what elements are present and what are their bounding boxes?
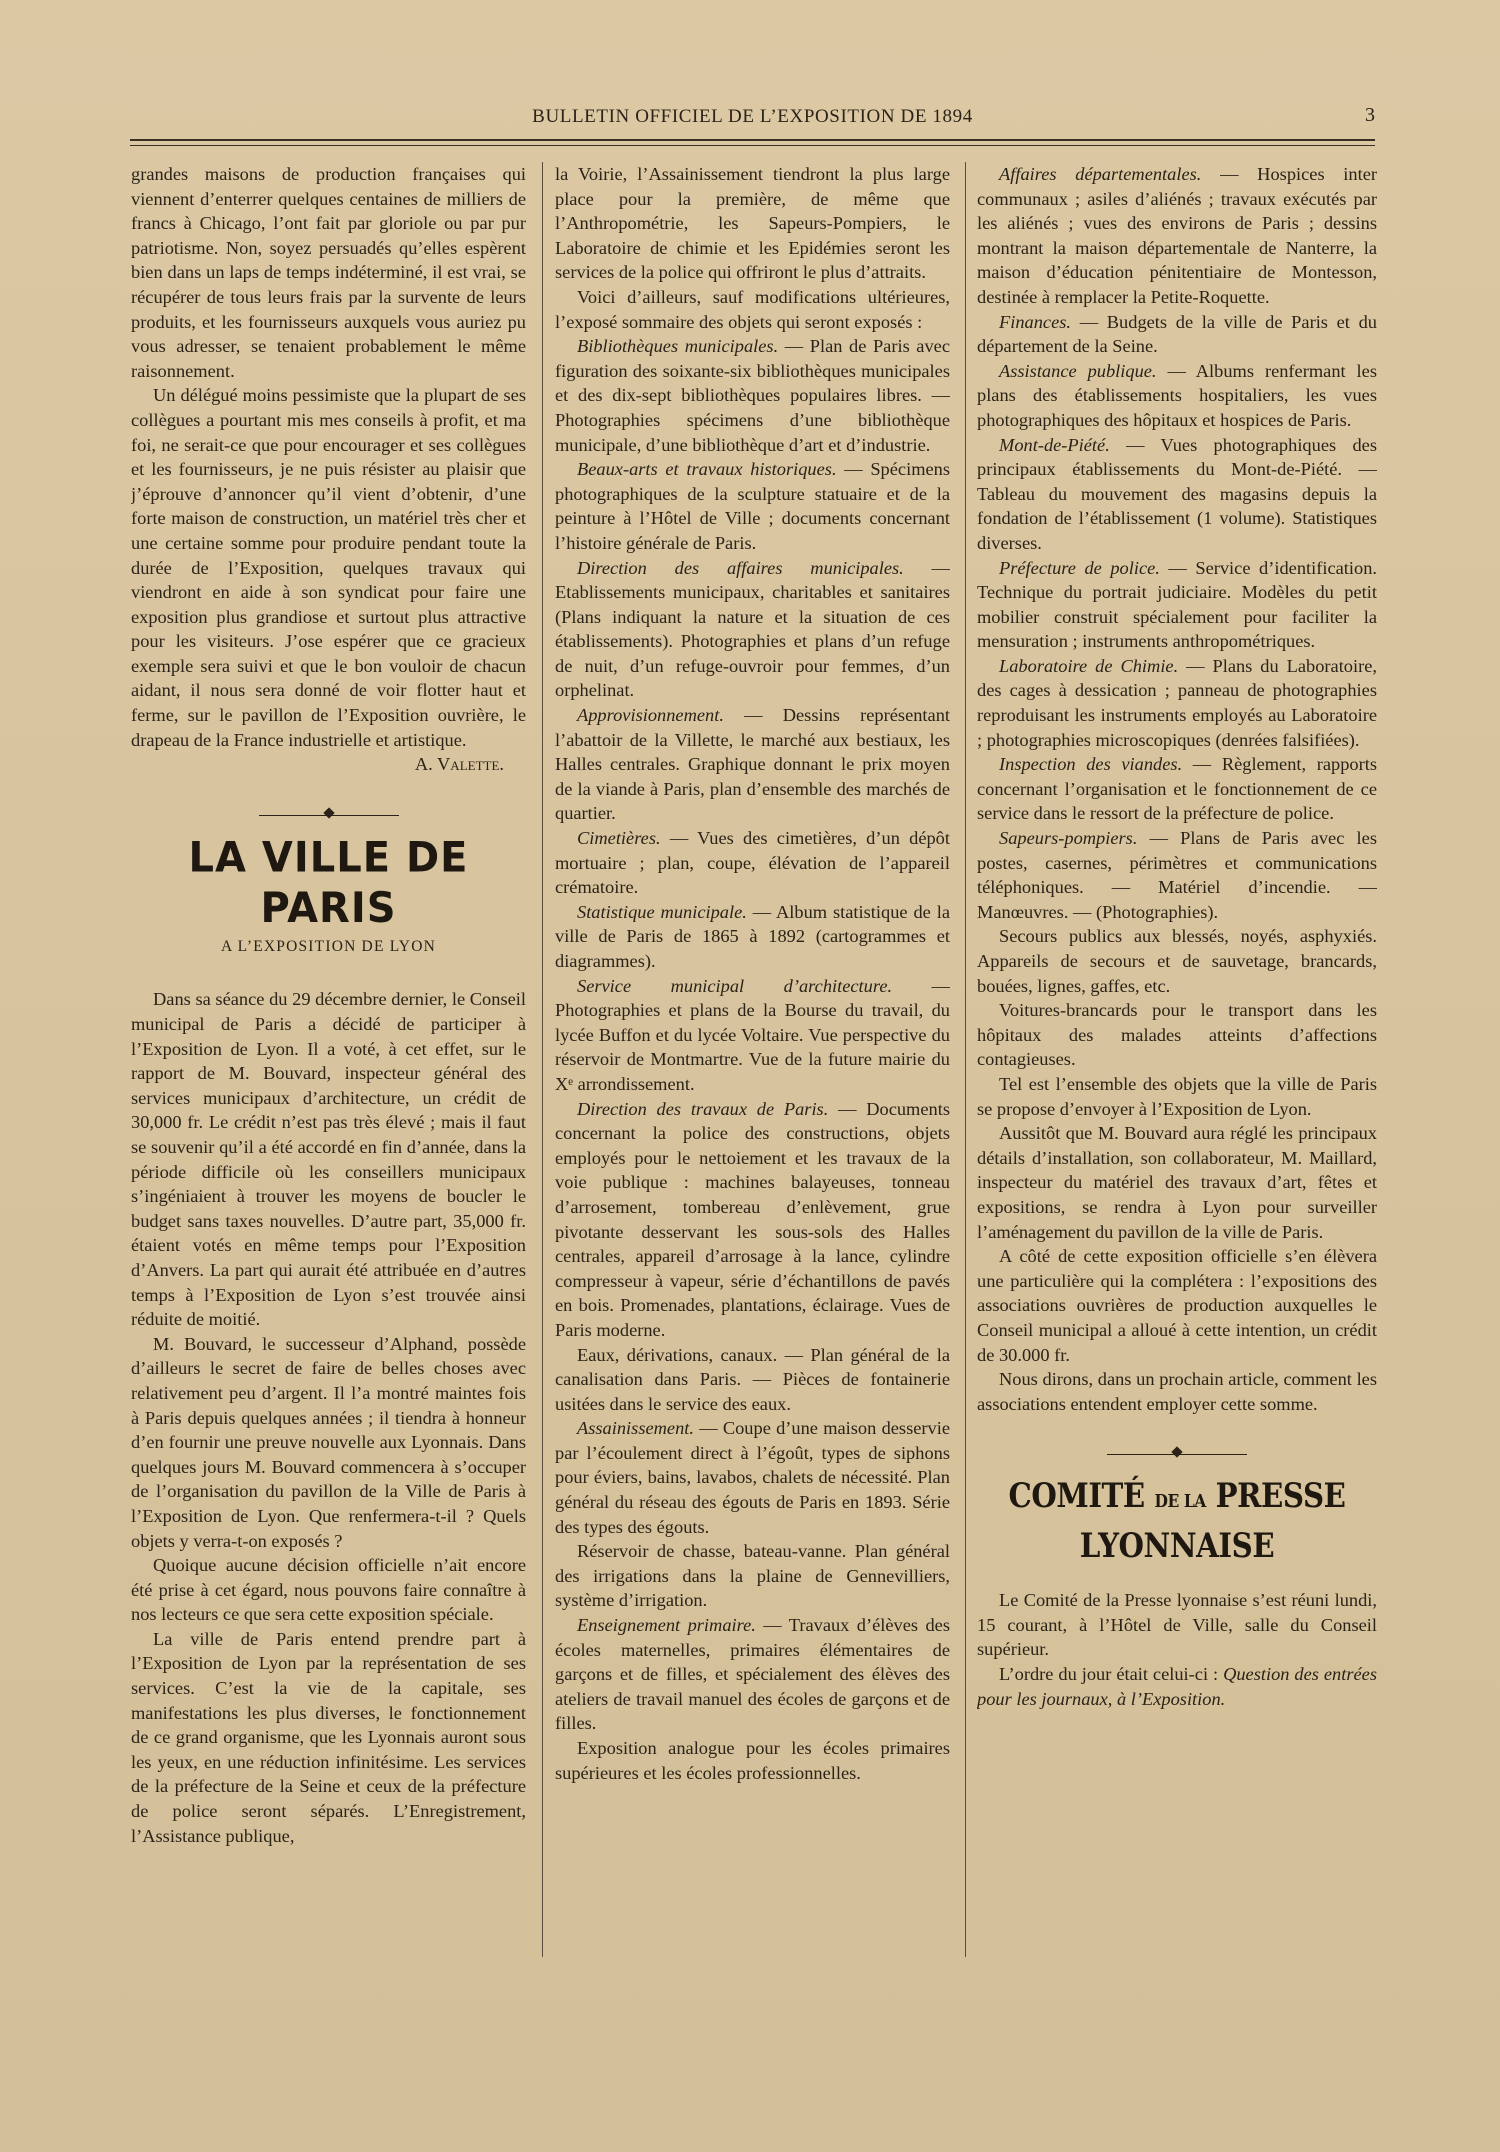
page-number: 3 — [1365, 104, 1375, 126]
entry-text: — Spécimens photographiques de la sculpture statuaire et de la peinture à l’Hôtel de Ville ; documents concernant l’histoire générale de Paris. — [555, 459, 950, 553]
list-entry — [555, 1416, 950, 1539]
column-divider — [965, 162, 966, 1957]
entry-title: Statistique municipale. — [577, 901, 747, 922]
list-entry — [977, 162, 1377, 310]
list-entry — [555, 900, 950, 974]
entry-title: Beaux-arts et travaux historiques. — [577, 459, 837, 480]
list-entry — [977, 826, 1377, 924]
headline-part: PRESSE LYONNAISE — [1079, 1476, 1346, 1567]
section-separator-ornament — [1107, 1444, 1247, 1466]
headline-part: DE LA — [1154, 1491, 1206, 1513]
entry-title: Préfecture de police. — [999, 557, 1160, 578]
paragraph: Eaux, dérivations, canaux. — Plan général de la canalisation dans Paris. — Pièces de fontainerie usitées dans le service des eaux. — [555, 1344, 950, 1414]
list-entry — [555, 556, 950, 704]
entry-title: Cimetières. — [577, 828, 661, 849]
list-entry — [555, 974, 950, 1097]
list-entry — [977, 654, 1377, 752]
paragraph: M. Bouvard, le successeur d’Alphand, possède d’ailleurs le secret de faire de belles choses avec relativement peu d’argent. Il l’a montré maintes fois à Paris depuis quelques années ; il tiendra à honneur d’en fournir une preuve nouvelle aux Lyonnais. Dans quelques jours M. Bouvard commencera à s’occuper de l’organisation du pavillon de la Ville de Paris à l’Exposition de Lyon. Que renfermera-t-il ? Quels objets y verra-t-on exposés ? — [131, 1333, 526, 1551]
entry-title: Affaires départementales. — [999, 164, 1202, 184]
entry-text: — Travaux d’élèves des écoles maternelles, primaires élémentaires de garçons et de filles, et spécialement des élèves des ateliers de travail manuel des écoles de garçons et de filles. — [555, 1615, 950, 1734]
paragraph-text: L’ordre du jour était celui-ci : — [999, 1664, 1224, 1685]
entry-text: — Album statistique de la ville de Paris de 1865 à 1892 (cartogrammes et diagrammes). — [555, 901, 950, 971]
paragraph: Le Comité de la Presse lyonnaise s’est réuni lundi, 15 courant, à l’Hôtel de Ville, salle du Conseil supérieur. — [977, 1590, 1377, 1660]
paragraph: Réservoir de chasse, bateau-vanne. Plan général des irrigations dans la plaine de Gennevilliers, système d’irrigation. — [555, 1541, 950, 1611]
entry-title: Inspection des viandes. — [999, 754, 1183, 775]
entry-text: — Plans de Paris avec les postes, casernes, périmètres et communications téléphoniques. — Matériel d’incendie. — Manœuvres. — (Photographies). — [977, 828, 1377, 922]
list-entry — [977, 556, 1377, 654]
list-entry — [977, 752, 1377, 826]
list-entry — [555, 703, 950, 826]
running-title: BULLETIN OFFICIEL DE L’EXPOSITION DE 1894 — [532, 106, 973, 127]
list-entry — [555, 334, 950, 457]
list-entry — [977, 310, 1377, 359]
entry-text: — Plans du Laboratoire, des cages à dessication ; panneau de photographies reproduisant les instruments employés au Laboratoire ; photographies microscopiques (denrées falsifiées). — [977, 655, 1377, 750]
entry-text: — Documents concernant la police des constructions, objets employés pour le nettoiement et les travaux de la voie publique : machines balayeuses, tonneau d’arrosement, tombereau d’enlèvement, grue pivotante desservant les sous-sols des Halles centrales, appareil d’arrosage à la lance, cylindre compresseur à vapeur, série d’échantillons de pavés en bois. Promenades, plantations, éclairage. Vues de Paris moderne. — [555, 1098, 950, 1340]
entry-title: Finances. — [999, 311, 1072, 332]
paragraph: grandes maisons de production françaises qui viennent d’enterrer quelques centaines de milliers de francs à Chicago, l’ont fait par gloriole ou par pur patriotisme. Non, soyez persuadés qu’elles espèrent bien dans un laps de temps indéterminé, il est vrai, se récupérer de tous leurs frais par la survente de leurs produits, et les fournisseurs auxquels vous auriez pu vous adresser, se tenaient probablement le même raisonnement. — [131, 164, 526, 381]
entry-text: — Règlement, rapports concernant l’organisation et le fonctionnement de ce service dans le ressort de la préfecture de police. — [977, 754, 1377, 824]
column-divider — [542, 162, 543, 1957]
entry-text: — Photographies et plans de la Bourse du travail, du lycée Buffon et du lycée Voltaire. Vue perspective du réservoir de Montmartre. Vue de la future mairie du Xᵉ arrondissement. — [555, 975, 950, 1094]
paragraph: Tel est l’ensemble des objets que la ville de Paris se propose d’envoyer à l’Exposition de Lyon. — [977, 1073, 1377, 1119]
article-subheadline: A L’EXPOSITION DE LYON — [220, 937, 436, 955]
entry-text: — Etablissements municipaux, charitables et sanitaires (Plans indiquant la nature et la situation de ces établissements). Photographies et plans d’un refuge de nuit, d’un refuge-ouvroir pour femmes, d’un orphelinat. — [555, 557, 950, 701]
entry-text: — Budgets de la ville de Paris et du département de la Seine. — [977, 311, 1377, 357]
paragraph: Exposition analogue pour les écoles primaires supérieures et les écoles professionnelles. — [555, 1738, 950, 1783]
header-rule-thin — [130, 145, 1375, 146]
section-separator-ornament — [259, 805, 399, 827]
entry-text: — Plan de Paris avec figuration des soixante-six bibliothèques municipales et des dix-sept bibliothèques populaires libres. — Photographies spécimens d’une bibliothèque municipale, d’une bibliothèque d’art et d’industrie. — [555, 336, 950, 455]
entry-title: Approvisionnement. — [577, 705, 724, 726]
entry-title: Bibliothèques municipales. — [577, 336, 779, 357]
list-entry — [555, 1097, 950, 1343]
paragraph: la Voirie, l’Assainissement tiendront la plus large place pour la première, de même que l’Anthropométrie, les Sapeurs-Pompiers, le Laboratoire de chimie et les Epidémies seront les services de la police qui offriront le plus d’attraits. — [555, 164, 950, 283]
header-rule-thick — [130, 139, 1375, 141]
headline-part: COMITÉ — [1008, 1476, 1145, 1517]
page-header — [130, 104, 1375, 134]
paragraph — [977, 1662, 1377, 1711]
paragraph: Nous dirons, dans un prochain article, comment les associations entendent employer cette somme. — [977, 1369, 1377, 1414]
entry-title: Mont-de-Piété. — [999, 434, 1110, 455]
list-entry — [977, 359, 1377, 433]
entry-title: Laboratoire de Chimie. — [999, 655, 1179, 676]
paragraph: Secours publics aux blessés, noyés, asphyxiés. Appareils de secours et de sauvetage, brancards, bouées, lignes, gaffes, etc. — [977, 926, 1377, 996]
entry-text: — Service d’identification. Technique du portrait judiciaire. Modèles du petit mobilier construit spécialement pour faciliter la mensuration ; instruments anthropométriques. — [977, 557, 1377, 652]
entry-text: — Albums renfermant les plans des établissements hospitaliers, les vues photographiques des hôpitaux et hospices de Paris. — [977, 360, 1377, 430]
paragraph: La ville de Paris entend prendre part à l’Exposition de Lyon par la représentation de ses services. C’est la vie de la capitale, ses manifestations les plus diverses, le fonctionnement de ce grand organisme, que les Lyonnais auront sous les yeux, en une réduction infinitésime. Les services de la préfecture de la Seine et ceux de la préfecture de police seront séparés. L’Enregistrement, l’Assistance publique, — [131, 1628, 526, 1846]
column-2 — [555, 162, 950, 1972]
entry-title: Assainissement. — [577, 1418, 694, 1439]
list-entry — [555, 457, 950, 555]
entry-title: Service municipal d’architecture. — [577, 975, 893, 996]
entry-title: Direction des travaux de Paris. — [577, 1098, 829, 1119]
paragraph: Voitures-brancards pour le transport dans les hôpitaux des malades atteints d’affections contagieuses. — [977, 1000, 1377, 1070]
entry-text: — Vues des cimetières, d’un dépôt mortuaire ; plan, coupe, élévation de l’appareil crématoire. — [555, 828, 950, 898]
list-entry — [555, 826, 950, 900]
entry-title: Assistance publique. — [999, 360, 1157, 381]
paragraph: Aussitôt que M. Bouvard aura réglé les principaux détails d’installation, son collaborateur, M. Maillard, inspecteur du matériel des travaux d’art, fêtes et expositions, se rendra à Lyon pour surveiller l’aménagement du pavillon de la ville de Paris. — [977, 1123, 1377, 1242]
column-1 — [131, 162, 526, 1972]
entry-text: — Coupe d’une maison desservie par l’écoulement direct à l’égoût, types de siphons pour éviers, bains, lavabos, chalets de nécessité. Plan général du réseau des égouts de Paris en 1893. Série des types des égouts. — [555, 1418, 950, 1537]
paragraph: Un délégué moins pessimiste que la plupart de ses collègues a pourtant mis mes conseils à profit, et ma foi, ne serait-ce que pour encourager et ses collègues et les fournisseurs, je ne puis résister au plaisir que j’éprouve d’annoncer qu’il vient d’obtenir, d’une forte maison de construction, un matériel très cher et une certaine somme pour produire pendant toute la durée de l’Exposition, quelques travaux qui viendront en aide à son syndicat pour faire une exposition plus grandiose et surtout plus attractive pour les visiteurs. J’ose espérer que ce gracieux exemple sera suivi et que le bon vouloir de chacun aidant, il nous sera donné de voir flotter haut et ferme, sur le pavillon de l’Exposition ouvrière, le drapeau de la France industrielle et artistique. — [131, 385, 526, 750]
paragraph: Dans sa séance du 29 décembre dernier, le Conseil municipal de Paris a décidé de participer à l’Exposition de Lyon. Il a voté, à cet effet, sur le rapport de M. Bouvard, inspecteur général des services municipaux d’architecture, un crédit de 30,000 fr. Le crédit n’est pas très élevé ; mais il faut se souvenir qu’il a été accordé en fin d’année, dans la période difficile où les conseillers municipaux s’ingéniaient à trouver les moyens de boucler le budget sans taxes nouvelles. D’autre part, 35,000 fr. étaient votés en même temps pour l’Exposition d’Anvers. La part qui aurait été attribuée en d’autres temps à l’Exposition de Lyon s’est trouvée ainsi réduite de moitié. — [131, 989, 526, 1330]
list-entry — [977, 433, 1377, 556]
entry-text: — Vues photographiques des principaux établissements du Mont-de-Piété. — Tableau du mouvement des magasins depuis la fondation de l’établissement (1 volume). Statistiques diverses. — [977, 434, 1377, 553]
entry-text: — Hospices inter communaux ; asiles d’aliénés ; travaux exécutés par les aliénés ; vues des environs de Paris ; dessins montrant la maison départementale de Nanterre, la maison d’éducation pénitentiaire de Montesson, destinée à remplacer la Petite-Roquette. — [977, 164, 1377, 307]
article-headline: LA VILLE DE PARIS — [188, 833, 469, 933]
paragraph: Quoique aucune décision officielle n’ait encore été prise à cet égard, nous pouvons faire connaître à nos lecteurs ce que sera cette exposition spéciale. — [131, 1555, 526, 1625]
article-signature: A. Valette. — [414, 754, 504, 775]
paragraph: Voici d’ailleurs, sauf modifications ultérieures, l’exposé sommaire des objets qui seront exposés : — [555, 286, 950, 332]
entry-title: Sapeurs-pompiers. — [999, 828, 1138, 849]
column-3 — [977, 162, 1377, 1972]
paragraph-italic-text: Question des entrées pour les journaux, à l’Exposition. — [977, 1664, 1377, 1709]
paragraph: A côté de cette exposition officielle s’en élèvera une particulière qui la complétera : l’expositions des associations ouvrières de production auxquelles le Conseil municipal a alloué à cette intention, un crédit de 30.000 fr. — [977, 1246, 1377, 1365]
list-entry — [555, 1613, 950, 1736]
article-headline — [1005, 1474, 1349, 1568]
entry-title: Enseignement primaire. — [577, 1615, 756, 1636]
entry-title: Direction des affaires municipales. — [577, 557, 904, 578]
entry-text: — Dessins représentant l’abattoir de la Villette, le marché aux bestiaux, les Halles centrales. Graphique donnant le prix moyen de la viande à Paris, plan d’ensemble des marchés de quartier. — [555, 705, 950, 824]
